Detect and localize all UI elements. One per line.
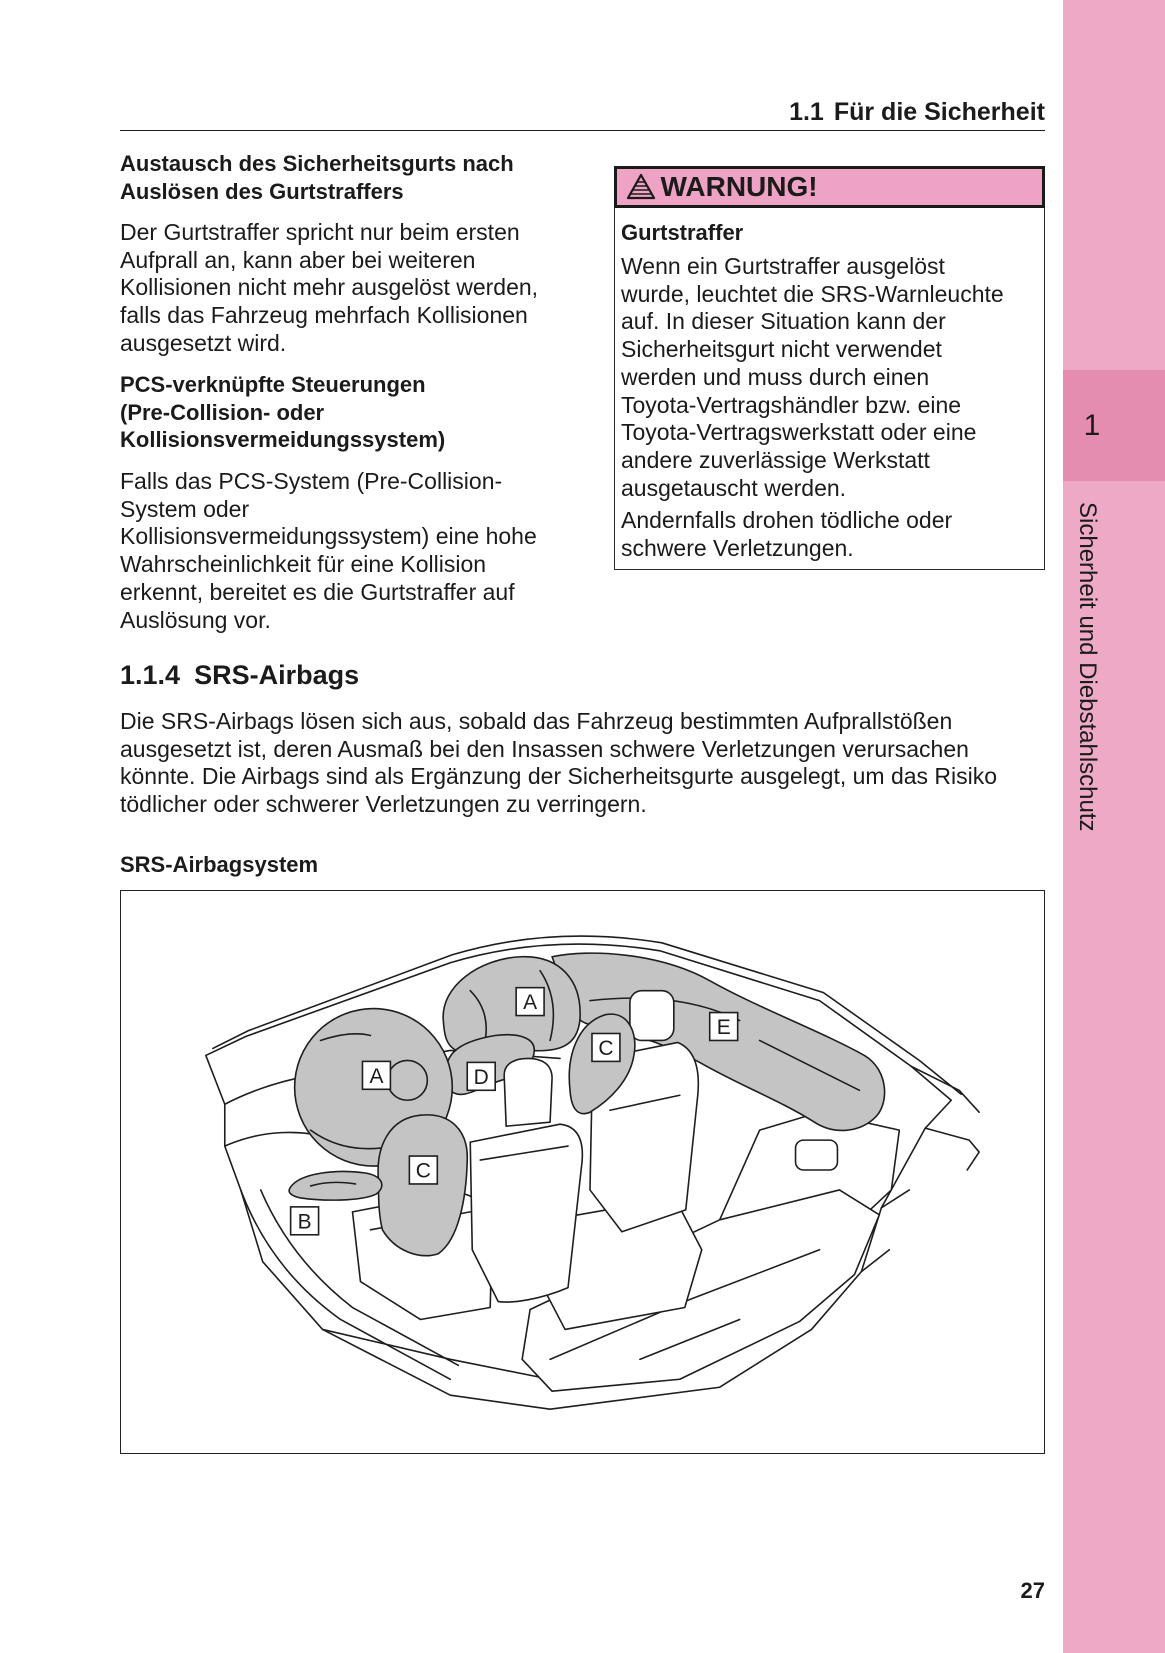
label-c-driver-text: C xyxy=(415,1159,431,1183)
section-header-number: 1.1 xyxy=(789,98,824,126)
label-a-front xyxy=(516,988,544,1016)
driver-seat-backrest xyxy=(470,1124,582,1302)
rear-seat-headrest xyxy=(796,1140,838,1170)
figure-caption: SRS-Airbagsystem xyxy=(120,852,319,877)
section-title: SRS-Airbags xyxy=(194,660,360,690)
heading-belt-replacement: Austausch des Sicherheitsgurts nach Auslösen des Gurtstraffers xyxy=(120,151,514,204)
label-e xyxy=(710,1013,738,1041)
label-c-front xyxy=(592,1033,620,1061)
paragraph-pcs-controls: Falls das PCS-System (Pre-Collision- System oder Kollisionsvermeidungssystem) eine hohe Wahrscheinlichkeit für eine Kollision erkennt, bereitet es die Gurtstraffer auf Auslösung vor. xyxy=(120,468,537,633)
side-airbag-c-driver xyxy=(378,1115,467,1256)
chapter-number: 1 xyxy=(1083,409,1101,442)
warning-paragraph-2: Andernfalls drohen tödliche oder schwere Verletzungen. xyxy=(621,507,953,561)
airbag-illustration xyxy=(121,891,1044,1453)
label-c-front-text: C xyxy=(598,1036,614,1060)
warning-paragraph-1: Wenn ein Gurtstraffer ausgelöst wurde, leuchtet die SRS-Warnleuchte auf. In dieser Situation kann der Sicherheitsgurt nicht verwendet werden und muss durch einen Toyota-Vertragshändler bzw. eine Toyota-Vertragswerkstatt oder eine andere zuverlässige Werkstatt ausgetauscht werden. xyxy=(621,253,1004,501)
warning-header xyxy=(614,166,1045,208)
label-d xyxy=(467,1062,495,1090)
heading-pcs-controls: PCS-verknüpfte Steuerungen (Pre-Collision- oder Kollisionsvermeidungssystem) xyxy=(120,372,446,453)
driver-seat-headrest xyxy=(504,1058,552,1126)
warning-title: WARNUNG! xyxy=(660,170,818,202)
warning-box xyxy=(614,166,1045,570)
label-a-driver-text: A xyxy=(369,1064,384,1088)
label-e-text: E xyxy=(716,1016,731,1039)
header-rule xyxy=(120,130,1045,131)
label-b-text: B xyxy=(297,1210,312,1234)
label-a-driver xyxy=(362,1061,390,1089)
label-a-front-text: A xyxy=(523,991,538,1015)
section-number: 1.1.4 xyxy=(120,660,181,690)
page-number: 27 xyxy=(1020,1578,1045,1603)
section-heading xyxy=(120,659,359,691)
section-paragraph: Die SRS-Airbags lösen sich aus, sobald das Fahrzeug bestimmten Aufprallstößen ausgesetzt ist, deren Ausmaß bei den Insassen schwere Verletzungen verursachen könnte. Die Airbags sind als Ergänzung der Sicherheitsgurte ausgelegt, um das Risiko tödlicher oder schwerer Verletzungen zu verringern. xyxy=(120,708,998,818)
label-d-text: D xyxy=(473,1065,489,1089)
airbag-system-figure xyxy=(120,890,1045,1454)
section-header xyxy=(700,97,1045,127)
warning-triangle-icon xyxy=(626,173,656,200)
chapter-title: Sicherheit und Diebstahlschutz xyxy=(1074,502,1101,832)
label-b xyxy=(291,1207,319,1235)
label-c-driver xyxy=(409,1156,437,1184)
passenger-seat-headrest xyxy=(630,991,674,1041)
warning-subtitle: Gurtstraffer xyxy=(621,220,744,245)
paragraph-belt-replacement: Der Gurtstraffer spricht nur beim ersten Aufprall an, kann aber bei weiteren Kollisionen nicht mehr ausgelöst werden, falls das Fahrzeug mehrfach Kollisionen ausgesetzt wird. xyxy=(120,219,539,356)
section-header-title: Für die Sicherheit xyxy=(833,98,1045,126)
